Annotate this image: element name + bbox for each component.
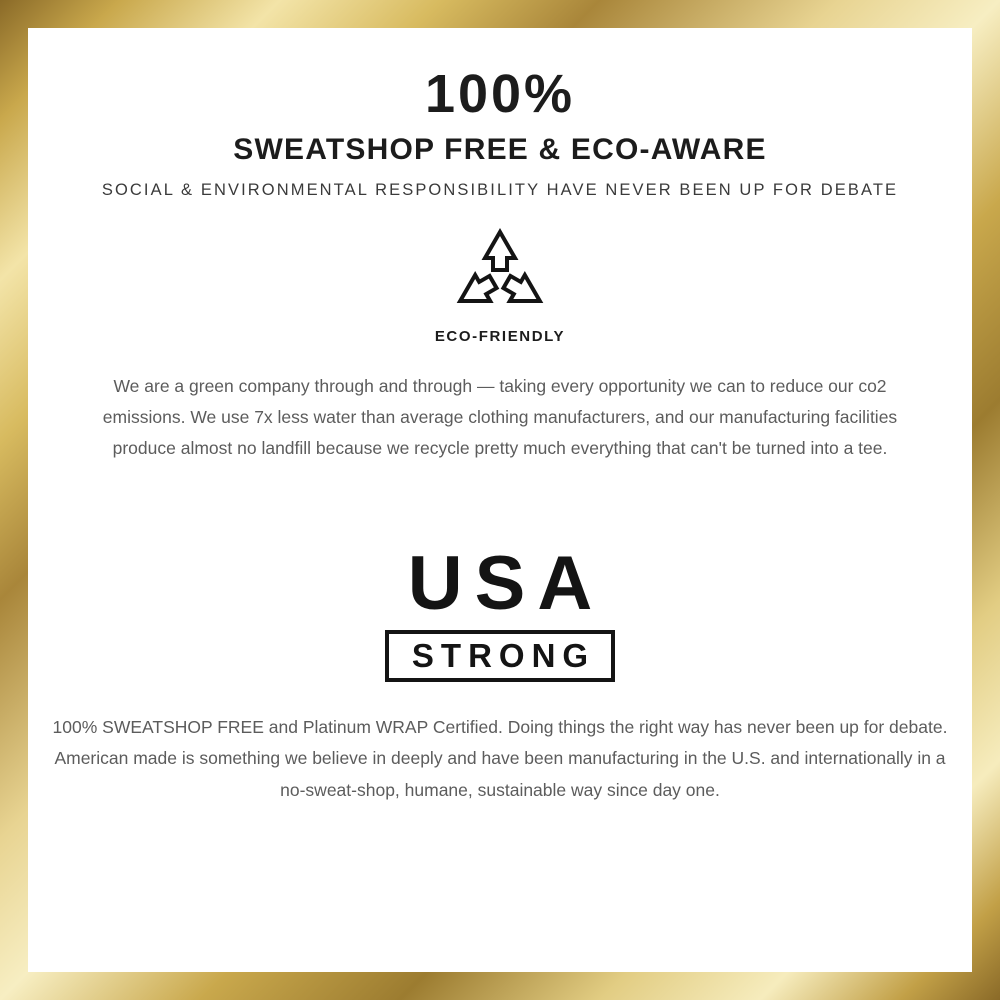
usa-paragraph: 100% SWEATSHOP FREE and Platinum WRAP Certified. Doing things the right way has never been up for debate. American made is something we believe in deeply and have been manufacturing in the U.S. and internationally in a no-sweat-shop, humane, sustainable way since day one. [52,717,948,800]
headline-percent: 100% [424,64,576,124]
eco-friendly-label: ECO-FRIENDLY [434,327,566,345]
usa-strong-label: STRONG [411,637,596,675]
headline-main: SWEATSHOP FREE & ECO-AWARE [233,132,767,166]
recycle-icon [441,226,559,322]
white-card [28,28,972,972]
page-content [28,28,972,972]
usa-strong-box [385,630,615,682]
eco-paragraph: We are a green company through and through — taking every opportunity we can to reduce our co2 emissions. We use 7x less water than average clothing manufacturers, and our manufacturing facilities produce almost no landfill because we recycle pretty much everything that can't be turned into a tee. [102,375,898,458]
usa-strong-block [50,541,950,682]
headline-tagline: SOCIAL & ENVIRONMENTAL RESPONSIBILITY HAVE NEVER BEEN UP FOR DEBATE [101,180,899,199]
eco-friendly-block [50,226,950,345]
usa-word: USA [407,541,605,627]
